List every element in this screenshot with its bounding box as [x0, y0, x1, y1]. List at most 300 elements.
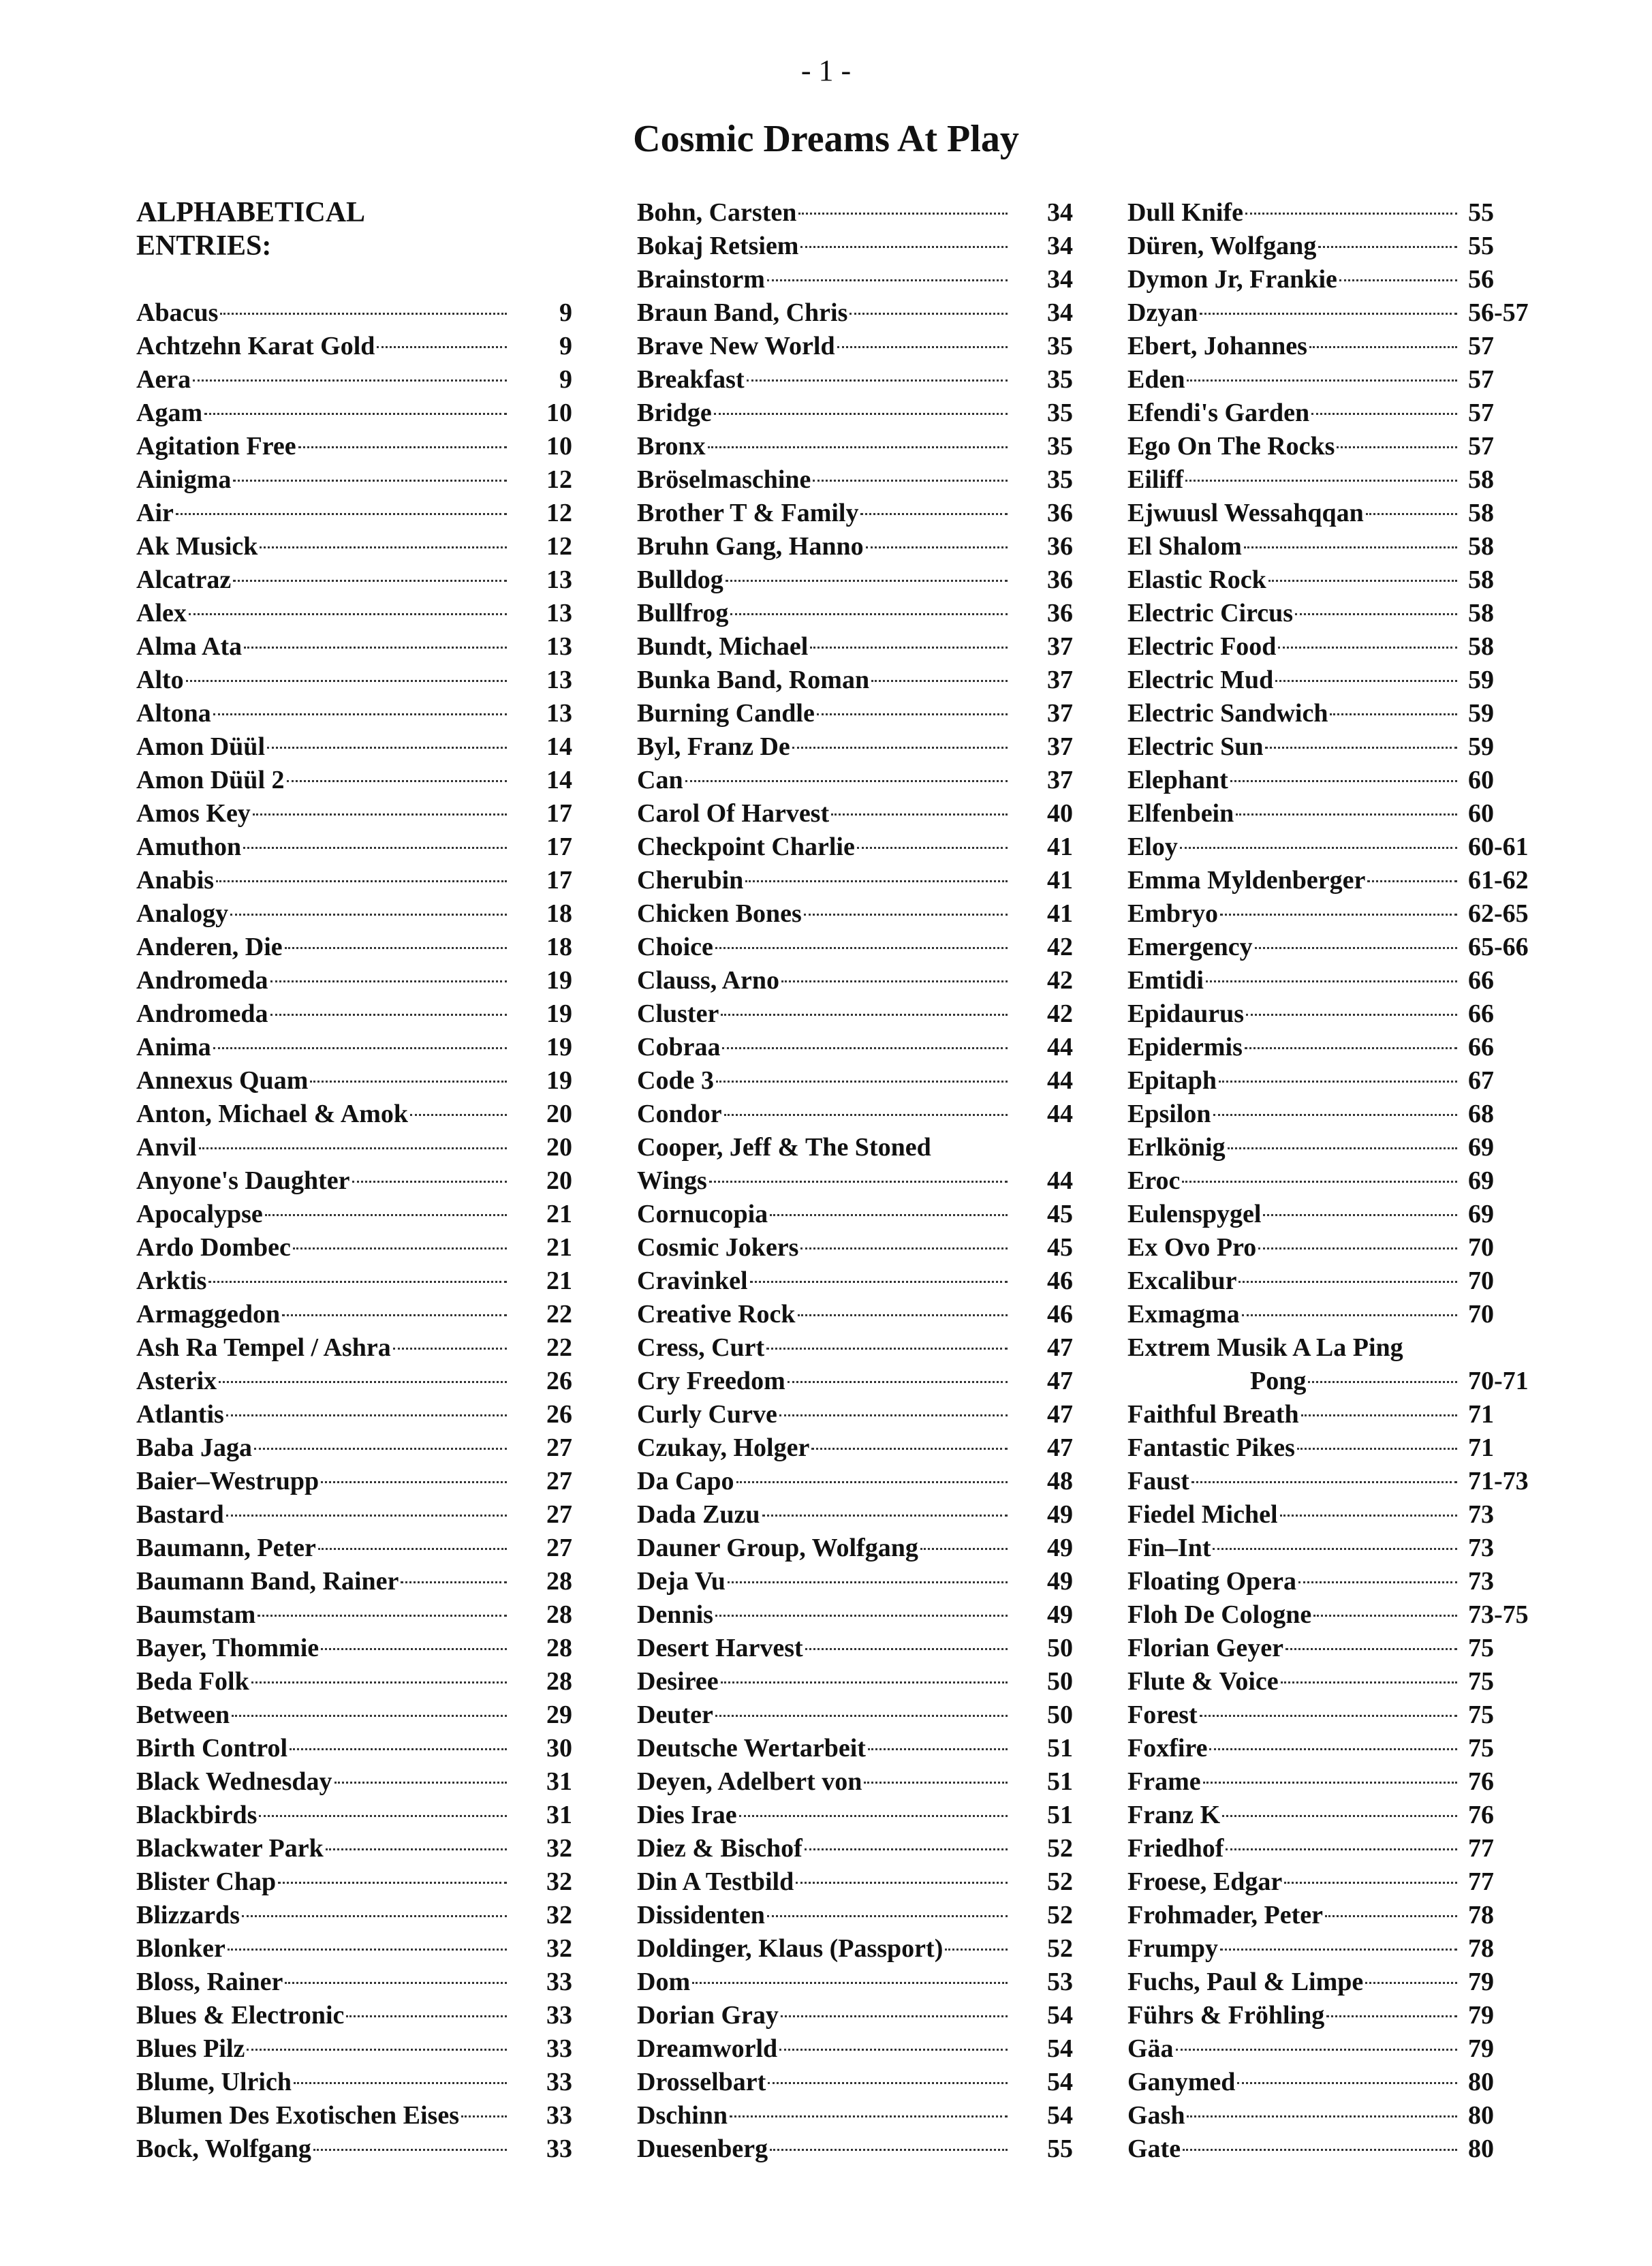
dot-leader [850, 313, 1008, 315]
entry-pages: 33 [546, 2101, 572, 2130]
index-entry [1127, 1698, 1540, 1732]
index-entry [136, 864, 572, 897]
dot-leader [321, 1481, 507, 1483]
index-entry [637, 397, 1073, 430]
index-column-2 [637, 196, 1073, 2166]
entry-name: Eloy [1127, 833, 1178, 861]
entry-pages: 20 [546, 1100, 572, 1128]
index-entry [637, 1064, 1073, 1098]
index-entry [637, 1932, 1073, 1966]
entry-pages: 66 [1468, 1033, 1494, 1061]
entry-name: Foxfire [1127, 1734, 1208, 1763]
index-entry [136, 1966, 572, 1999]
entry-name: Alex [136, 599, 187, 627]
entry-pages: 35 [1047, 332, 1073, 360]
entry-pages: 9 [559, 298, 572, 327]
dot-leader [1220, 1949, 1457, 1951]
entry-name: Agitation Free [136, 432, 296, 461]
entry-name: Fuchs, Paul & Limpe [1127, 1968, 1364, 1996]
dot-leader [270, 1014, 507, 1016]
dot-leader [1275, 680, 1457, 682]
dot-leader [1285, 1648, 1457, 1650]
entry-name: Asterix [136, 1367, 217, 1395]
entry-pages: 75 [1468, 1667, 1494, 1696]
index-entry [637, 1098, 1073, 1131]
entry-name: Blister Chap [136, 1867, 277, 1896]
dot-leader [1213, 1114, 1457, 1116]
index-entry [1127, 597, 1540, 630]
dot-leader [401, 1581, 507, 1583]
entry-pages: 13 [546, 599, 572, 627]
entry-name: Breakfast [637, 365, 745, 394]
entry-pages: 51 [1047, 1734, 1073, 1763]
dot-leader [866, 546, 1008, 548]
index-entry [637, 897, 1073, 931]
dot-leader [321, 1648, 507, 1650]
dot-leader [811, 1448, 1008, 1450]
entry-name: Eden [1127, 365, 1185, 394]
dot-leader [798, 1314, 1008, 1316]
entry-pages: 69 [1468, 1166, 1494, 1195]
entry-pages: 57 [1468, 332, 1494, 360]
index-entry [1127, 363, 1540, 397]
index-entry [136, 497, 572, 530]
entry-pages: 66 [1468, 966, 1494, 995]
entry-pages: 69 [1468, 1200, 1494, 1228]
index-entry [637, 1799, 1073, 1832]
index-entry [136, 1198, 572, 1231]
dot-leader [1226, 1848, 1457, 1850]
entry-name: El Shalom [1127, 532, 1242, 561]
dot-leader [352, 1181, 507, 1183]
index-column-3 [1127, 196, 1540, 2166]
entry-pages: 45 [1047, 1233, 1073, 1262]
entry-pages: 52 [1047, 1901, 1073, 1929]
entry-pages: 48 [1047, 1467, 1073, 1495]
entry-pages: 57 [1468, 365, 1494, 394]
entry-name: Führs & Fröhling [1127, 2001, 1325, 2030]
dot-leader [1200, 1715, 1457, 1717]
entry-pages: 21 [546, 1200, 572, 1228]
entry-name: Gash [1127, 2101, 1185, 2130]
entry-pages: 75 [1468, 1634, 1494, 1662]
entry-pages: 34 [1047, 232, 1073, 260]
entry-name: Din A Testbild [637, 1867, 794, 1896]
entry-name: Bulldog [637, 565, 723, 594]
dot-leader [730, 613, 1008, 615]
index-entry [136, 1365, 572, 1398]
index-entry [1127, 2132, 1540, 2166]
dot-leader [253, 813, 507, 816]
dot-leader [243, 847, 507, 849]
index-entry [136, 430, 572, 463]
entry-pages: 54 [1047, 2101, 1073, 2130]
entry-pages: 73 [1468, 1567, 1494, 1596]
entry-name: Andromeda [136, 999, 268, 1028]
entry-name: Abacus [136, 298, 219, 327]
dot-leader [715, 1615, 1008, 1617]
dot-leader [461, 2115, 507, 2117]
entry-name: Amon Düül 2 [136, 766, 285, 794]
index-entry [1127, 196, 1540, 230]
dot-leader [800, 1247, 1008, 1250]
entry-pages: 79 [1468, 2034, 1494, 2063]
entry-pages: 17 [546, 833, 572, 861]
entry-name: Froese, Edgar [1127, 1867, 1283, 1896]
entry-pages: 19 [546, 1033, 572, 1061]
index-entry [1127, 1832, 1540, 1865]
entry-name: Bohn, Carsten [637, 198, 797, 227]
index-entry [136, 664, 572, 697]
dot-leader [857, 847, 1008, 849]
entry-pages: 59 [1468, 732, 1494, 761]
entry-pages: 14 [546, 766, 572, 794]
index-entry [1127, 1365, 1540, 1398]
index-entry [637, 2099, 1073, 2132]
entry-pages: 22 [546, 1300, 572, 1329]
dot-leader [1365, 1982, 1457, 1984]
entry-name: Bullfrog [637, 599, 729, 627]
entry-pages: 77 [1468, 1834, 1494, 1863]
dot-leader [260, 546, 507, 548]
entry-name: Anima [136, 1033, 211, 1061]
entry-name: Gate [1127, 2135, 1181, 2163]
entry-name: Armaggedon [136, 1300, 281, 1329]
dot-leader [1185, 480, 1457, 482]
entry-name: Annexus Quam [136, 1066, 309, 1095]
entry-pages: 33 [546, 1968, 572, 1996]
index-entry [1127, 1064, 1540, 1098]
dot-leader [1238, 1281, 1457, 1283]
index-entry [136, 2066, 572, 2099]
entry-name: Carol Of Harvest [637, 799, 830, 828]
index-entry [1127, 797, 1540, 831]
index-entry [637, 2032, 1073, 2066]
dot-leader [796, 1882, 1008, 1884]
entry-name: Electric Sun [1127, 732, 1264, 761]
dot-leader [770, 2149, 1008, 2151]
index-entry [1127, 1732, 1540, 1765]
index-entry [136, 1865, 572, 1899]
index-entry [136, 1899, 572, 1932]
entry-name: Efendi's Garden [1127, 399, 1310, 427]
entry-name: Beda Folk [136, 1667, 249, 1696]
entry-name: Baba Jaga [136, 1433, 252, 1462]
entry-pages: 42 [1047, 933, 1073, 961]
entry-name: Gäa [1127, 2034, 1174, 2063]
entry-pages: 73-75 [1468, 1600, 1529, 1629]
entry-pages: 80 [1468, 2068, 1494, 2096]
entry-pages: 44 [1047, 1166, 1073, 1195]
entry-pages: 13 [546, 632, 572, 661]
dot-leader [726, 580, 1008, 582]
index-entry [136, 530, 572, 563]
index-entry [1127, 430, 1540, 463]
entry-pages: 29 [546, 1701, 572, 1729]
entry-name: Emergency [1127, 933, 1253, 961]
page-number: - 1 - [800, 54, 852, 87]
entry-name: Ejwuusl Wessahqqan [1127, 499, 1364, 527]
entry-name: Anvil [136, 1133, 197, 1162]
entry-name: Alma Ata [136, 632, 243, 661]
entry-name: Air [136, 499, 174, 527]
entry-name: Braun Band, Chris [637, 298, 848, 327]
index-entry [637, 1231, 1073, 1264]
dot-leader [1176, 2049, 1457, 2051]
dot-leader [714, 413, 1008, 415]
index-entry [637, 230, 1073, 263]
dot-leader [1230, 780, 1457, 782]
entry-name: Baier–Westrupp [136, 1467, 320, 1495]
index-entry [637, 730, 1073, 764]
entry-name: Birth Control [136, 1734, 288, 1763]
entry-pages: 78 [1468, 1901, 1494, 1929]
index-entry [136, 1131, 572, 1164]
dot-leader [800, 246, 1008, 248]
entry-pages: 19 [546, 999, 572, 1028]
dot-leader [792, 747, 1008, 749]
entry-name: Amon Düül [136, 732, 265, 761]
index-entry [637, 630, 1073, 664]
dot-leader [1330, 713, 1457, 715]
dot-leader [298, 446, 507, 448]
index-entry [136, 1632, 572, 1665]
entry-pages: 71-73 [1468, 1467, 1529, 1495]
entry-name: Bastard [136, 1500, 224, 1529]
entry-name: Dull Knife [1127, 198, 1243, 227]
entry-name: Friedhof [1127, 1834, 1224, 1863]
dot-leader [244, 647, 507, 649]
dot-leader [216, 880, 507, 882]
entry-pages: 28 [546, 1634, 572, 1662]
dot-leader [1281, 1681, 1457, 1683]
index-entry [136, 730, 572, 764]
entry-name: Fiedel Michel [1127, 1500, 1278, 1529]
index-entry [637, 1198, 1073, 1231]
entry-pages: 31 [546, 1767, 572, 1796]
index-entry [136, 1331, 572, 1365]
entry-pages: 46 [1047, 1300, 1073, 1329]
entry-pages: 80 [1468, 2135, 1494, 2163]
entry-pages: 37 [1047, 766, 1073, 794]
dot-leader [817, 713, 1008, 715]
index-entry [136, 2032, 572, 2066]
entry-name: Epidermis [1127, 1033, 1243, 1061]
index-entry [1127, 1298, 1540, 1331]
entry-name: Ex Ovo Pro [1127, 1233, 1257, 1262]
index-entry [637, 1365, 1073, 1398]
entry-name: Alto [136, 666, 184, 694]
entry-name: Franz K [1127, 1801, 1221, 1829]
dot-leader [1339, 279, 1457, 281]
entry-pages: 32 [546, 1901, 572, 1929]
entry-pages: 9 [559, 365, 572, 394]
index-entry [1127, 1398, 1540, 1431]
entry-pages: 18 [546, 899, 572, 928]
dot-leader [1200, 313, 1457, 315]
entry-pages: 57 [1468, 432, 1494, 461]
entry-name: Deja Vu [637, 1567, 726, 1596]
entry-name: Fin–Int [1127, 1534, 1211, 1562]
index-entry [637, 330, 1073, 363]
dot-leader [1301, 1414, 1457, 1416]
index-entry [136, 630, 572, 664]
dot-leader [247, 2049, 507, 2051]
dot-leader [270, 980, 507, 982]
index-entry [1127, 263, 1540, 296]
index-entry [637, 1565, 1073, 1598]
index-entry [637, 664, 1073, 697]
entry-name: Byl, Franz De [637, 732, 790, 761]
index-entry [1127, 730, 1540, 764]
dot-leader [805, 1848, 1008, 1850]
entry-pages: 35 [1047, 399, 1073, 427]
entry-name: Black Wednesday [136, 1767, 332, 1796]
entry-name: Agam [136, 399, 203, 427]
dot-leader [176, 513, 507, 515]
entry-name: Czukay, Holger [637, 1433, 810, 1462]
entry-name: Dschinn [637, 2101, 728, 2130]
dot-leader [1318, 246, 1457, 248]
entry-name: Ak Musick [136, 532, 258, 561]
dot-leader [226, 1414, 507, 1416]
dot-leader [1367, 880, 1457, 882]
entry-pages: 14 [546, 732, 572, 761]
index-entry [637, 196, 1073, 230]
index-entry [136, 296, 572, 330]
entry-name: Emtidi [1127, 966, 1204, 995]
entry-name: Flute & Voice [1127, 1667, 1279, 1696]
dot-leader [1258, 1247, 1457, 1250]
entry-name: Drosselbart [637, 2068, 766, 2096]
index-entry [1127, 1331, 1540, 1365]
index-entry [1127, 1164, 1540, 1198]
entry-pages: 41 [1047, 899, 1073, 928]
index-entry [1127, 1632, 1540, 1665]
entry-name: Analogy [136, 899, 229, 928]
entry-name: Bock, Wolfgang [136, 2135, 311, 2163]
entry-name: Emma Myldenberger [1127, 866, 1366, 895]
entry-pages: 57 [1468, 399, 1494, 427]
index-entry [1127, 997, 1540, 1031]
dot-leader [709, 1181, 1008, 1183]
index-entry [1127, 897, 1540, 931]
dot-leader [285, 1982, 507, 1984]
entry-name: Epsilon [1127, 1100, 1211, 1128]
index-entry [136, 764, 572, 797]
index-entry [136, 797, 572, 831]
entry-pages: 58 [1468, 499, 1494, 527]
dot-leader [220, 313, 507, 315]
index-entry [1127, 2099, 1540, 2132]
dot-leader [716, 1081, 1008, 1083]
entry-name: Pong [1250, 1367, 1307, 1395]
entry-name: Brainstorm [637, 265, 765, 294]
entry-pages: 55 [1468, 232, 1494, 260]
dot-leader [1265, 747, 1457, 749]
entry-name: Anderen, Die [136, 933, 283, 961]
entry-pages: 65-66 [1468, 933, 1529, 961]
dot-leader [1203, 1782, 1457, 1784]
entry-name: Florian Geyer [1127, 1634, 1283, 1662]
index-entry [1127, 1932, 1540, 1966]
entry-pages: 20 [546, 1133, 572, 1162]
dot-leader [1228, 1147, 1457, 1149]
dot-leader [1206, 980, 1457, 982]
entry-pages: 32 [546, 1934, 572, 1963]
dot-leader [788, 1381, 1008, 1383]
dot-leader [1219, 1081, 1457, 1083]
dot-leader [318, 1548, 507, 1550]
dot-leader [1246, 1014, 1457, 1016]
entry-name: Aera [136, 365, 191, 394]
entry-pages: 52 [1047, 1934, 1073, 1963]
dot-leader [715, 947, 1008, 949]
index-entry [136, 697, 572, 730]
entry-pages: 12 [546, 465, 572, 494]
index-entry [637, 1465, 1073, 1498]
index-entry [1127, 1765, 1540, 1799]
entry-pages: 60 [1468, 799, 1494, 828]
index-entry [1127, 296, 1540, 330]
entry-pages: 34 [1047, 298, 1073, 327]
dot-leader [1295, 613, 1457, 615]
entry-name: Deyen, Adelbert von [637, 1767, 862, 1796]
dot-leader [1313, 1615, 1457, 1617]
dot-leader [233, 580, 507, 582]
entry-pages: 68 [1468, 1100, 1494, 1128]
entry-pages: 32 [546, 1834, 572, 1863]
entry-pages: 67 [1468, 1066, 1494, 1095]
entry-pages: 27 [546, 1433, 572, 1462]
index-entry [1127, 1098, 1540, 1131]
entry-pages: 46 [1047, 1267, 1073, 1295]
dot-leader [768, 2082, 1008, 2084]
index-entry [637, 296, 1073, 330]
dot-leader [715, 1715, 1008, 1717]
entry-name: Diez & Bischof [637, 1834, 802, 1863]
dot-leader [1298, 1581, 1457, 1583]
dot-leader [1245, 213, 1457, 215]
entry-name: Epitaph [1127, 1066, 1217, 1095]
dot-leader [1337, 446, 1457, 448]
entry-pages: 12 [546, 532, 572, 561]
dot-leader [278, 1882, 507, 1884]
entry-pages: 41 [1047, 866, 1073, 895]
entry-name: Eulenspygel [1127, 1200, 1262, 1228]
dot-leader [1222, 1815, 1457, 1817]
entry-name: Clauss, Arno [637, 966, 780, 995]
dot-leader [294, 2082, 507, 2084]
dot-leader [199, 1147, 507, 1149]
entry-name: Deutsche Wertarbeit [637, 1734, 866, 1763]
entry-pages: 78 [1468, 1934, 1494, 1963]
dot-leader [745, 880, 1008, 882]
index-entry [136, 1565, 572, 1598]
section-heading-line: ENTRIES: [136, 230, 272, 262]
index-entry [1127, 330, 1540, 363]
entry-pages: 50 [1047, 1701, 1073, 1729]
dot-leader [186, 680, 507, 682]
dot-leader [259, 1815, 507, 1817]
entry-pages: 76 [1468, 1767, 1494, 1796]
index-entry [136, 1264, 572, 1298]
entry-pages: 52 [1047, 1867, 1073, 1896]
index-entry [136, 463, 572, 497]
entry-list [1127, 196, 1540, 2166]
index-entry [136, 2132, 572, 2166]
entry-pages: 58 [1468, 599, 1494, 627]
